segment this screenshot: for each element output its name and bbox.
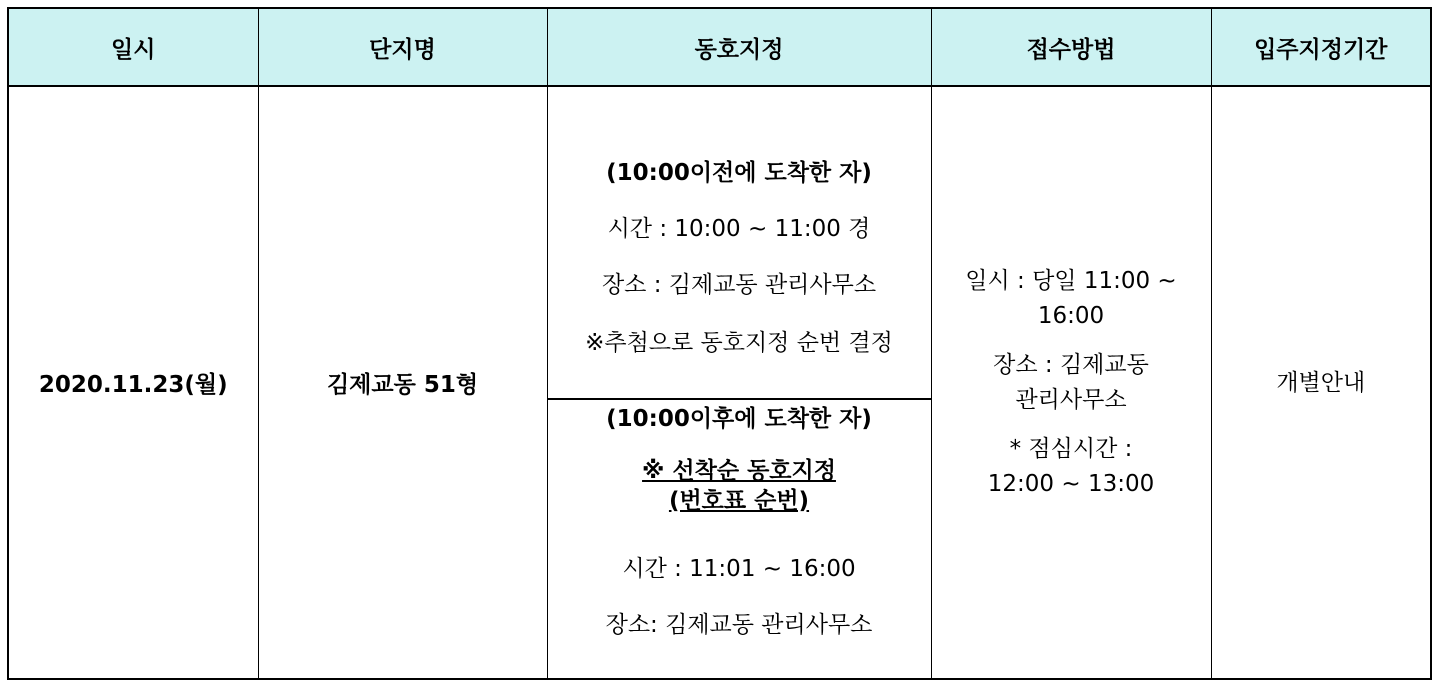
application-place bbox=[932, 348, 1211, 418]
after-10-note-line2: (번호표 순번) bbox=[668, 487, 810, 514]
header-date: 일시 bbox=[8, 8, 258, 86]
application-place-line2: 관리사무소 bbox=[1015, 386, 1127, 413]
after-10-note-line1: ※ 선착순 동호지정 bbox=[642, 457, 836, 484]
header-row bbox=[8, 8, 1431, 86]
application-lunch-line2: 12:00 ~ 13:00 bbox=[987, 470, 1155, 497]
application-place-line1: 장소 : 김제교동 bbox=[993, 351, 1149, 378]
header-complex: 단지명 bbox=[258, 8, 547, 86]
application-cell bbox=[931, 86, 1211, 679]
after-10-time: 시간 : 11:01 ~ 16:00 bbox=[622, 555, 856, 582]
after-10-title: (10:00이후에 도착한 자) bbox=[606, 405, 872, 432]
header-move-in: 입주지정기간 bbox=[1211, 8, 1431, 86]
after-10-place: 장소: 김제교동 관리사무소 bbox=[605, 611, 873, 638]
move-in-cell: 개별안내 bbox=[1211, 86, 1431, 679]
complex-cell: 김제교동 51형 bbox=[258, 86, 547, 679]
header-unit-assign: 동호지정 bbox=[547, 8, 931, 86]
application-date-line2: 16:00 bbox=[1037, 302, 1105, 329]
application-lunch-line1: * 점심시간 : bbox=[1009, 435, 1133, 462]
date-cell: 2020.11.23(월) bbox=[8, 86, 258, 679]
after-10-section bbox=[548, 400, 931, 640]
schedule-row bbox=[8, 86, 1431, 679]
before-10-section bbox=[548, 126, 931, 400]
unit-assign-cell bbox=[547, 86, 931, 679]
before-10-title: (10:00이전에 도착한 자) bbox=[606, 159, 872, 186]
before-10-time: 시간 : 10:00 ~ 11:00 경 bbox=[607, 215, 871, 242]
application-lunch bbox=[932, 432, 1211, 502]
application-date bbox=[932, 264, 1211, 334]
header-application: 접수방법 bbox=[931, 8, 1211, 86]
before-10-place: 장소 : 김제교동 관리사무소 bbox=[601, 271, 877, 298]
application-date-line1: 일시 : 당일 11:00 ~ bbox=[965, 267, 1177, 294]
schedule-table bbox=[7, 7, 1432, 680]
before-10-note: ※추첨으로 동호지정 순번 결정 bbox=[585, 329, 893, 356]
